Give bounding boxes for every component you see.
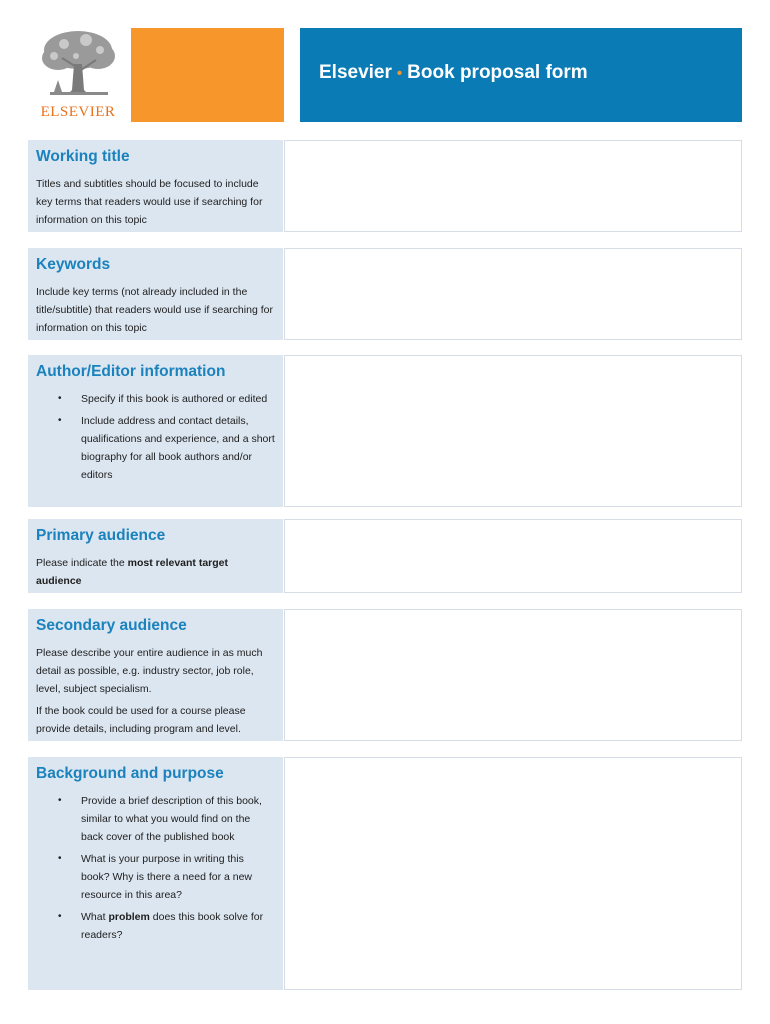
row-label-panel [28, 248, 283, 340]
instruction-list-item [58, 390, 275, 408]
text-run: Titles and subtitles should be focused to include key terms that readers would use if searching for information on this topic [36, 178, 263, 226]
instruction-paragraph [36, 702, 275, 738]
tree-icon [34, 28, 122, 104]
logo-wordmark: ELSEVIER [40, 104, 116, 120]
instruction-paragraph [36, 554, 275, 590]
bullet-icon: • [58, 795, 62, 806]
row-label-panel [28, 757, 283, 990]
form-row-secondary-audience [28, 609, 742, 741]
section-heading: Background and purpose [36, 765, 224, 782]
title-banner [300, 28, 742, 122]
row-label-panel [28, 355, 283, 507]
row-label-panel [28, 609, 283, 741]
instruction-list-item [58, 908, 275, 944]
instruction-paragraph [36, 644, 275, 698]
text-run: What [81, 911, 109, 923]
row-label-panel [28, 140, 283, 232]
text-run: Please indicate the [36, 557, 128, 569]
section-heading: Primary audience [36, 527, 166, 544]
emphasis-text: problem [108, 911, 150, 923]
emphasis-text: most relevant target audience [36, 557, 229, 587]
instruction-list-item [58, 850, 275, 904]
title-rest: Book proposal form [407, 62, 588, 83]
page-title [319, 62, 588, 84]
section-description [36, 175, 275, 229]
elsevier-logo [28, 28, 128, 122]
text-run: Please describe your entire audience in as much detail as possible, e.g. industry sector, job role, level, subject specialism. [36, 647, 263, 695]
form-row-keywords [28, 248, 742, 340]
instruction-list-item [58, 412, 275, 484]
text-run: Provide a brief description of this book, similar to what you would find on the back cover of the published book [81, 795, 262, 843]
bullet-icon: • [58, 393, 62, 404]
section-heading: Author/Editor information [36, 363, 226, 380]
form-row-background-and-purpose [28, 757, 742, 990]
title-brand: Elsevier [319, 62, 392, 83]
title-bullet: • [396, 65, 403, 82]
background-and-purpose-answer-field[interactable] [284, 757, 742, 990]
section-description [36, 644, 275, 738]
orange-accent-block [131, 28, 284, 122]
working-title-answer-field[interactable] [284, 140, 742, 232]
text-run: Include address and contact details, qualifications and experience, and a short biography for all book authors and/or editors [81, 415, 275, 481]
section-description [36, 554, 275, 590]
form-row-author-editor-information [28, 355, 742, 507]
bullet-icon: • [58, 415, 62, 426]
bullet-icon: • [58, 911, 62, 922]
section-heading: Secondary audience [36, 617, 187, 634]
instruction-list [36, 792, 275, 944]
instruction-list-item [58, 792, 275, 846]
text-run: Include key terms (not already included in the title/subtitle) that readers would use if searching for information on this topic [36, 286, 273, 334]
section-description [36, 283, 275, 337]
author-editor-information-answer-field[interactable] [284, 355, 742, 507]
form-row-working-title [28, 140, 742, 232]
keywords-answer-field[interactable] [284, 248, 742, 340]
section-description [36, 390, 275, 484]
text-run: does this book solve for readers? [81, 911, 264, 941]
section-description [36, 792, 275, 944]
text-run: Specify if this book is authored or edited [81, 393, 268, 405]
form-row-primary-audience [28, 519, 742, 593]
bullet-icon: • [58, 853, 62, 864]
text-run: If the book could be used for a course please provide details, including program and level. [36, 705, 246, 735]
secondary-audience-answer-field[interactable] [284, 609, 742, 741]
primary-audience-answer-field[interactable] [284, 519, 742, 593]
text-run: What is your purpose in writing this book? Why is there a need for a new resource in this area? [81, 853, 253, 901]
section-heading: Working title [36, 148, 130, 165]
instruction-list [36, 390, 275, 484]
row-label-panel [28, 519, 283, 593]
section-heading: Keywords [36, 256, 111, 273]
instruction-paragraph [36, 283, 275, 337]
instruction-paragraph [36, 175, 275, 229]
